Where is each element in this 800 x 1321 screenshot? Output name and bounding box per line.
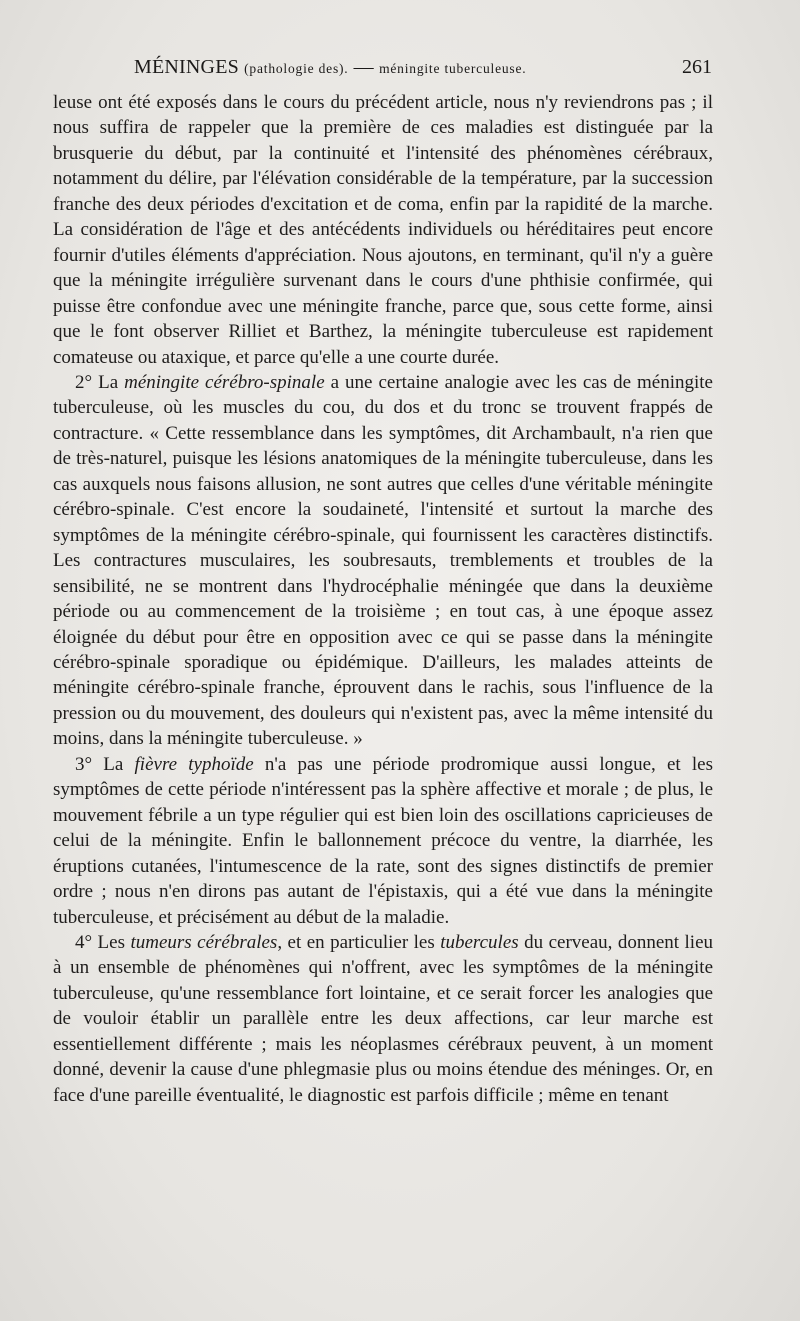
page-header — [0, 56, 800, 86]
paragraph-2-term: méningite cérébro-spinale — [124, 371, 325, 393]
paragraph-1: leuse ont été exposés dans le cours du précédent article, nous n'y reviendrons pas ; il nous suffira de rappeler que la première de ces maladies est distinguée par la brusquerie du début, par la continuité et l'intensité des phénomènes cérébraux, notamment du délire, par l'élévation considérable de la température, par la succession franche des deux périodes d'excitation et de coma, enfin par la rapidité de la marche. La considération de l'âge et des antécédents individuels ou héréditaires peut encore fournir d'utiles éléments d'appréciation. Nous ajoutons, en terminant, qu'il n'y a guère que la méningite irrégulière survenant dans le cours d'une phthisie confirmée, qui puisse être confondue avec une méningite franche, parce que, sous cette forme, ainsi que le font observer Rilliet et Barthez, la méningite tuberculeuse est rapidement comateuse ou ataxique, et parce qu'elle a une courte durée. — [53, 92, 713, 368]
paragraph-3-text: n'a pas une période prodromique aussi longue, et les symptômes de cette période n'intéressent pas la sphère affective et morale ; de plus, le mouvement fébrile a un type régulier qui est bien loin des oscillations capricieuses de celui de la méningite. Enfin le ballonnement précoce du ventre, la diarrhée, les éruptions cutanées, l'intumescence de la rate, sont des signes distinctifs de premier ordre ; nous n'en dirons pas autant de l'épistaxis, qui a été vue dans la méningite tuberculeuse, et précisément au début de la maladie. — [53, 753, 713, 928]
paragraph-3-term: fièvre typhoïde — [134, 753, 254, 775]
running-head — [134, 56, 526, 79]
paragraph-3-number: 3° La — [75, 753, 135, 775]
running-head-subtitle: (pathologie des). — [244, 61, 349, 76]
paragraph-4-term-1: tumeurs cérébrales — [130, 931, 278, 953]
paragraph-3 — [53, 752, 713, 930]
page-number: 261 — [682, 56, 712, 78]
running-head-section: méningite tuberculeuse. — [379, 61, 527, 76]
page-body — [53, 90, 713, 1108]
paragraph-4-term-2: tubercules — [440, 931, 519, 953]
paragraph-4-text-2: du cerveau, donnent lieu à un ensemble de phénomènes qui n'offrent, avec les symptômes de la méningite tuberculeuse, qu'une ressemblance fort lointaine, et ce serait forcer les analogies que de vouloir établir un parallèle entre les deux affections, car leur marche est essentiellement différente ; mais les néoplasmes cérébraux peuvent, à un moment donné, devenir la cause d'une phlegmasie plus ou moins étendue des méninges. Or, en face d'une pareille éventualité, le diagnostic est parfois difficile ; même en tenant — [53, 931, 714, 1106]
paragraph-2-number: 2° La — [75, 371, 125, 393]
running-head-title: MÉNINGES — [134, 56, 239, 78]
paragraph-4-text-1: , et en particulier les — [277, 931, 441, 953]
paragraph-2 — [53, 370, 713, 752]
running-head-separator: — — [353, 56, 374, 78]
paragraph-2-text: a une certaine analogie avec les cas de méningite tuberculeuse, où les muscles du cou, du dos et du tronc se trouvent frappés de contracture. « Cette ressemblance dans les symptômes, dit Archambault, n'a rien que de très-naturel, puisque les lésions anatomiques de la méningite tuberculeuse, dans les cas auxquels nous faisons allusion, ne sont autres que celles d'une véritable méningite cérébro-spinale. C'est encore la soudaineté, l'intensité et surtout la marche des symptômes de la méningite cérébro-spinale, qui fournissent les caractères distinctifs. Les contractures musculaires, les soubresauts, tremblements et troubles de la sensibilité, ne se montrent dans l'hydrocéphalie méningée que dans la deuxième période ou au commencement de la troisième ; en tout cas, à une époque assez éloignée du début pour être en opposition avec ce qui se passe dans la méningite cérébro-spinale sporadique ou épidémique. D'ailleurs, les malades atteints de méningite cérébro-spinale franche, éprouvent dans le rachis, sous l'influence de la pression ou du mouvement, des douleurs qui n'existent pas, avec la même intensité du moins, dans la méningite tuberculeuse. » — [53, 371, 713, 750]
paragraph-4-number: 4° Les — [75, 931, 131, 953]
paragraph-4 — [53, 930, 713, 1108]
